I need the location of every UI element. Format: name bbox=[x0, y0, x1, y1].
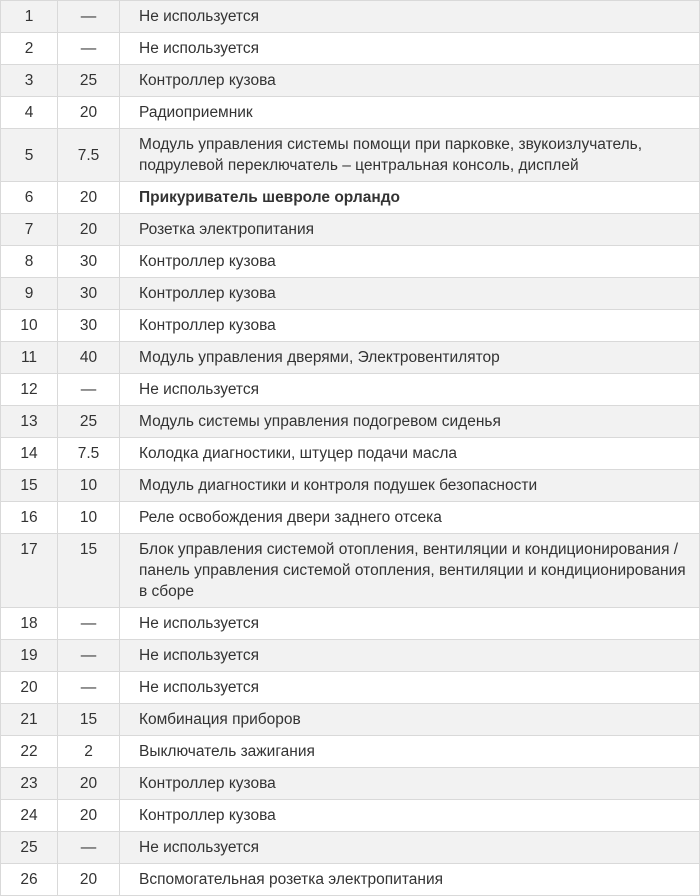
fuse-number: 1 bbox=[1, 1, 58, 33]
fuse-description: Модуль диагностики и контроля подушек безопасности bbox=[120, 470, 700, 502]
fuse-rating: 25 bbox=[58, 406, 120, 438]
fuse-rating: — bbox=[58, 33, 120, 65]
table-row bbox=[1, 33, 700, 65]
fuse-rating: — bbox=[58, 608, 120, 640]
table-row bbox=[1, 129, 700, 182]
table-row bbox=[1, 470, 700, 502]
table-row bbox=[1, 342, 700, 374]
fuse-rating: — bbox=[58, 374, 120, 406]
fuse-description: Не используется bbox=[120, 1, 700, 33]
fuse-rating: 15 bbox=[58, 534, 120, 608]
fuse-rating: — bbox=[58, 672, 120, 704]
fuse-description: Контроллер кузова bbox=[120, 310, 700, 342]
table-row bbox=[1, 864, 700, 896]
fuse-rating: 25 bbox=[58, 65, 120, 97]
fuse-description: Контроллер кузова bbox=[120, 278, 700, 310]
fuse-number: 2 bbox=[1, 33, 58, 65]
fuse-rating: 15 bbox=[58, 704, 120, 736]
fuse-description: Контроллер кузова bbox=[120, 768, 700, 800]
table-row bbox=[1, 832, 700, 864]
table-row bbox=[1, 374, 700, 406]
fuse-number: 25 bbox=[1, 832, 58, 864]
fuse-rating: 10 bbox=[58, 470, 120, 502]
table-row bbox=[1, 608, 700, 640]
fuse-rating: 20 bbox=[58, 97, 120, 129]
table-row bbox=[1, 97, 700, 129]
fuse-description: Радиоприемник bbox=[120, 97, 700, 129]
fuse-rating: 10 bbox=[58, 502, 120, 534]
fuse-number: 8 bbox=[1, 246, 58, 278]
fuse-rating: — bbox=[58, 832, 120, 864]
table-row bbox=[1, 736, 700, 768]
fuse-description: Выключатель зажигания bbox=[120, 736, 700, 768]
fuse-rating: 20 bbox=[58, 800, 120, 832]
fuse-number: 22 bbox=[1, 736, 58, 768]
fuse-rating: 30 bbox=[58, 246, 120, 278]
fuse-description: Не используется bbox=[120, 33, 700, 65]
fuse-description: Не используется bbox=[120, 640, 700, 672]
fuse-rating: — bbox=[58, 1, 120, 33]
fuse-description: Вспомогательная розетка электропитания bbox=[120, 864, 700, 896]
fuse-description: Модуль системы управления подогревом сиденья bbox=[120, 406, 700, 438]
fuse-number: 21 bbox=[1, 704, 58, 736]
fuse-number: 19 bbox=[1, 640, 58, 672]
fuse-rating: 20 bbox=[58, 182, 120, 214]
fuse-number: 14 bbox=[1, 438, 58, 470]
table-row bbox=[1, 214, 700, 246]
fuse-number: 11 bbox=[1, 342, 58, 374]
table-row bbox=[1, 800, 700, 832]
fuse-number: 4 bbox=[1, 97, 58, 129]
table-row bbox=[1, 672, 700, 704]
fuse-number: 13 bbox=[1, 406, 58, 438]
fuse-description: Не используется bbox=[120, 672, 700, 704]
table-row bbox=[1, 278, 700, 310]
fuse-description: Модуль управления системы помощи при парковке, звукоизлучатель, подрулевой переключатель – центральная консоль, дисплей bbox=[120, 129, 700, 182]
fuse-rating: 20 bbox=[58, 864, 120, 896]
fuse-number: 5 bbox=[1, 129, 58, 182]
fuse-description: Колодка диагностики, штуцер подачи масла bbox=[120, 438, 700, 470]
fuse-number: 7 bbox=[1, 214, 58, 246]
fuse-description: Не используется bbox=[120, 608, 700, 640]
table-row bbox=[1, 310, 700, 342]
fuse-description: Модуль управления дверями, Электровентилятор bbox=[120, 342, 700, 374]
fuse-number: 17 bbox=[1, 534, 58, 608]
fuse-number: 24 bbox=[1, 800, 58, 832]
fuse-description: Розетка электропитания bbox=[120, 214, 700, 246]
fuse-table-body bbox=[1, 1, 700, 896]
table-row bbox=[1, 406, 700, 438]
fuse-description: Не используется bbox=[120, 374, 700, 406]
fuse-description: Контроллер кузова bbox=[120, 65, 700, 97]
fuse-rating: 7.5 bbox=[58, 438, 120, 470]
fuse-number: 15 bbox=[1, 470, 58, 502]
fuse-number: 10 bbox=[1, 310, 58, 342]
fuse-rating: 2 bbox=[58, 736, 120, 768]
fuse-rating: 20 bbox=[58, 214, 120, 246]
fuse-rating: — bbox=[58, 640, 120, 672]
table-row bbox=[1, 640, 700, 672]
fuse-number: 23 bbox=[1, 768, 58, 800]
fuse-rating: 40 bbox=[58, 342, 120, 374]
fuse-rating: 20 bbox=[58, 768, 120, 800]
fuse-number: 3 bbox=[1, 65, 58, 97]
fuse-rating: 30 bbox=[58, 278, 120, 310]
fuse-number: 18 bbox=[1, 608, 58, 640]
table-row bbox=[1, 438, 700, 470]
fuse-number: 20 bbox=[1, 672, 58, 704]
fuse-description: Блок управления системой отопления, вентиляции и кондиционирования / панель управления системой отопления, вентиляции и кондиционирования в сборе bbox=[120, 534, 700, 608]
fuse-number: 16 bbox=[1, 502, 58, 534]
fuse-rating: 7.5 bbox=[58, 129, 120, 182]
table-row bbox=[1, 704, 700, 736]
fuse-description: Не используется bbox=[120, 832, 700, 864]
table-row bbox=[1, 65, 700, 97]
fuse-description: Прикуриватель шевроле орландо bbox=[120, 182, 700, 214]
table-row bbox=[1, 502, 700, 534]
fuse-number: 12 bbox=[1, 374, 58, 406]
fuse-description: Контроллер кузова bbox=[120, 246, 700, 278]
fuse-description: Комбинация приборов bbox=[120, 704, 700, 736]
table-row bbox=[1, 182, 700, 214]
fuse-number: 6 bbox=[1, 182, 58, 214]
fuse-description: Контроллер кузова bbox=[120, 800, 700, 832]
fuse-description: Реле освобождения двери заднего отсека bbox=[120, 502, 700, 534]
table-row bbox=[1, 534, 700, 608]
table-row bbox=[1, 1, 700, 33]
table-row bbox=[1, 246, 700, 278]
fuse-number: 9 bbox=[1, 278, 58, 310]
fuse-number: 26 bbox=[1, 864, 58, 896]
table-row bbox=[1, 768, 700, 800]
fuse-rating: 30 bbox=[58, 310, 120, 342]
